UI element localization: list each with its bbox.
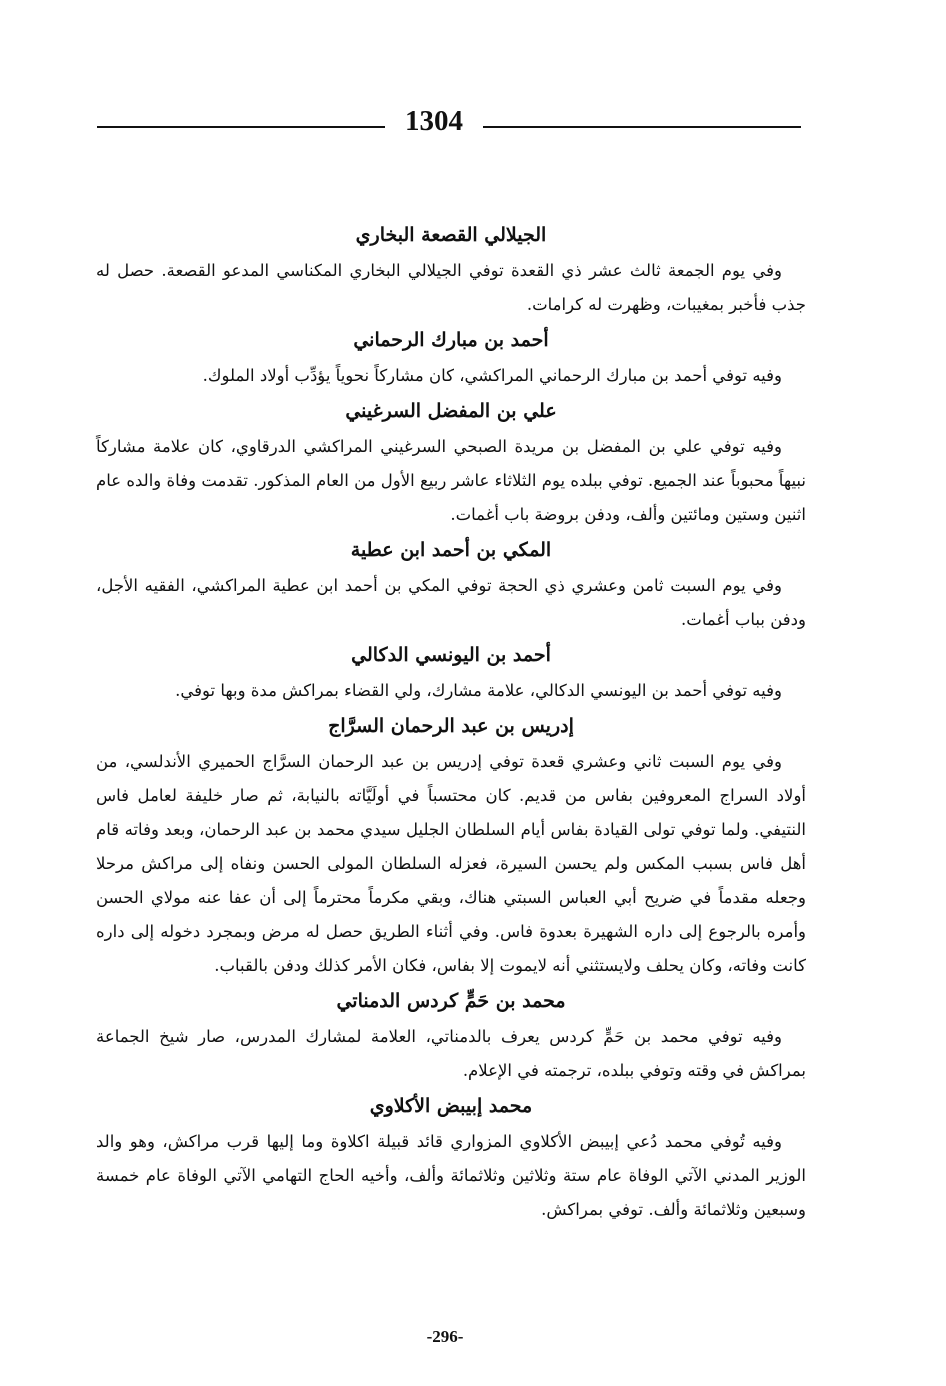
entry-body: وفي يوم السبت ثاني وعشري قعدة توفي إدريس بن عبد الرحمان السرَّاج الحميري الأندلسي، من أولاد السراج المعروفين بفاس من قديم. كان محتسباً في أولَيَّاته بالنيابة، ثم صار خليفة لعامل فاس النتيفي. ولما توفي تولى القيادة بفاس أيام السلطان الجليل سيدي محمد بن عبد الرحمان، وبعد وفاته قام أهل فاس بسبب المكس ولم يحسن السيرة، فعزله السلطان المولى الحسن ونفاه إلى مراكش مرحلا وجعله مقدماً في ضريح أبي العباس السبتي هناك، وبقي مكرماً محترماً إلى أن عفا عنه مولاي الحسن وأمره بالرجوع إلى داره الشهيرة بعدوة فاس. وفي أثناء الطريق حصل له مرض وبمجرد دخوله إلى داره كانت وفاته، وكان يحلف ولايستثني أنه لايموت إلا بفاس، فكان الأمر كذلك ودفن بالقباب. [96,752,806,975]
entry-title: أحمد بن اليونسي الدكالي [351,644,551,666]
entry-title: أحمد بن مبارك الرحماني [353,329,549,351]
entry-body: وفيه توفي أحمد بن اليونسي الدكالي، علامة مشارك، ولي القضاء بمراكش مدة وبها توفي. [175,681,782,700]
entry [96,637,806,708]
year-rule-left [97,126,385,128]
page-number: -296- [426,1327,464,1346]
entry-body: وفي يوم الجمعة ثالث عشر ذي القعدة توفي الجيلالي البخاري المكناسي المدعو القصعة. حصل له جذب فأخبر بمغيبات، وظهرت له كرامات. [96,261,806,314]
page-content [96,216,806,1227]
entry-title: علي بن المفضل السرغيني [345,400,557,422]
entry-body: وفيه توفي محمد بن حَمٍّ كردس يعرف بالدمناتي، العلامة لمشارك المدرس، صار شيخ الجماعة بمراكش في وقته وتوفي ببلده، ترجمته في الإعلام. [96,1027,806,1080]
entry-title: المكي بن أحمد ابن عطية [350,539,552,561]
entry [96,708,806,983]
entry-title: محمد بن حَمٍّ كردس الدمناتي [336,990,566,1012]
entry-title: إدريس بن عبد الرحمان السرَّاج [328,715,574,737]
entry-body: وفي يوم السبت ثامن وعشري ذي الحجة توفي المكي بن أحمد ابن عطية المراكشي، الفقيه الأجل، ودفن بباب أغمات. [96,576,806,629]
entry [96,393,806,532]
entry [96,322,806,393]
entry-title: الجيلالي القصعة البخاري [355,224,547,246]
entry-body: وفيه تُوفي محمد دُعي إبيبض الأكلاوي المزواري قائد قبيلة اكلاوة وما إليها قرب مراكش، وهو والد الوزير المدني الآتي الوفاة عام ستة وثلاثين وثلاثمائة وألف، وأخيه الحاج التهامي الآتي الوفاة عام خمسة وسبعين وثلاثمائة وألف. توفي بمراكش. [96,1132,806,1219]
year-rule-right [483,126,801,128]
year-heading: 1304 [405,105,463,137]
entry-title: محمد إبيبض الأكلاوي [369,1095,533,1117]
entry [96,983,806,1088]
entry [96,532,806,637]
entry [96,1088,806,1227]
entry-body: وفيه توفي علي بن المفضل بن مريدة الصبحي السرغيني المراكشي الدرقاوي، كان علامة مشاركاً نبيهاً محبوباً عند الجميع. توفي ببلده يوم الثلاثاء عاشر ربيع الأول من العام المذكور. تقدمت وفاة والده عام اثنين وستين ومائتين وألف، ودفن بروضة باب أغمات. [96,437,806,524]
entry-body: وفيه توفي أحمد بن مبارك الرحماني المراكشي، كان مشاركاً نحوياً يؤدِّب أولاد الملوك. [202,366,782,385]
entry [96,216,806,322]
